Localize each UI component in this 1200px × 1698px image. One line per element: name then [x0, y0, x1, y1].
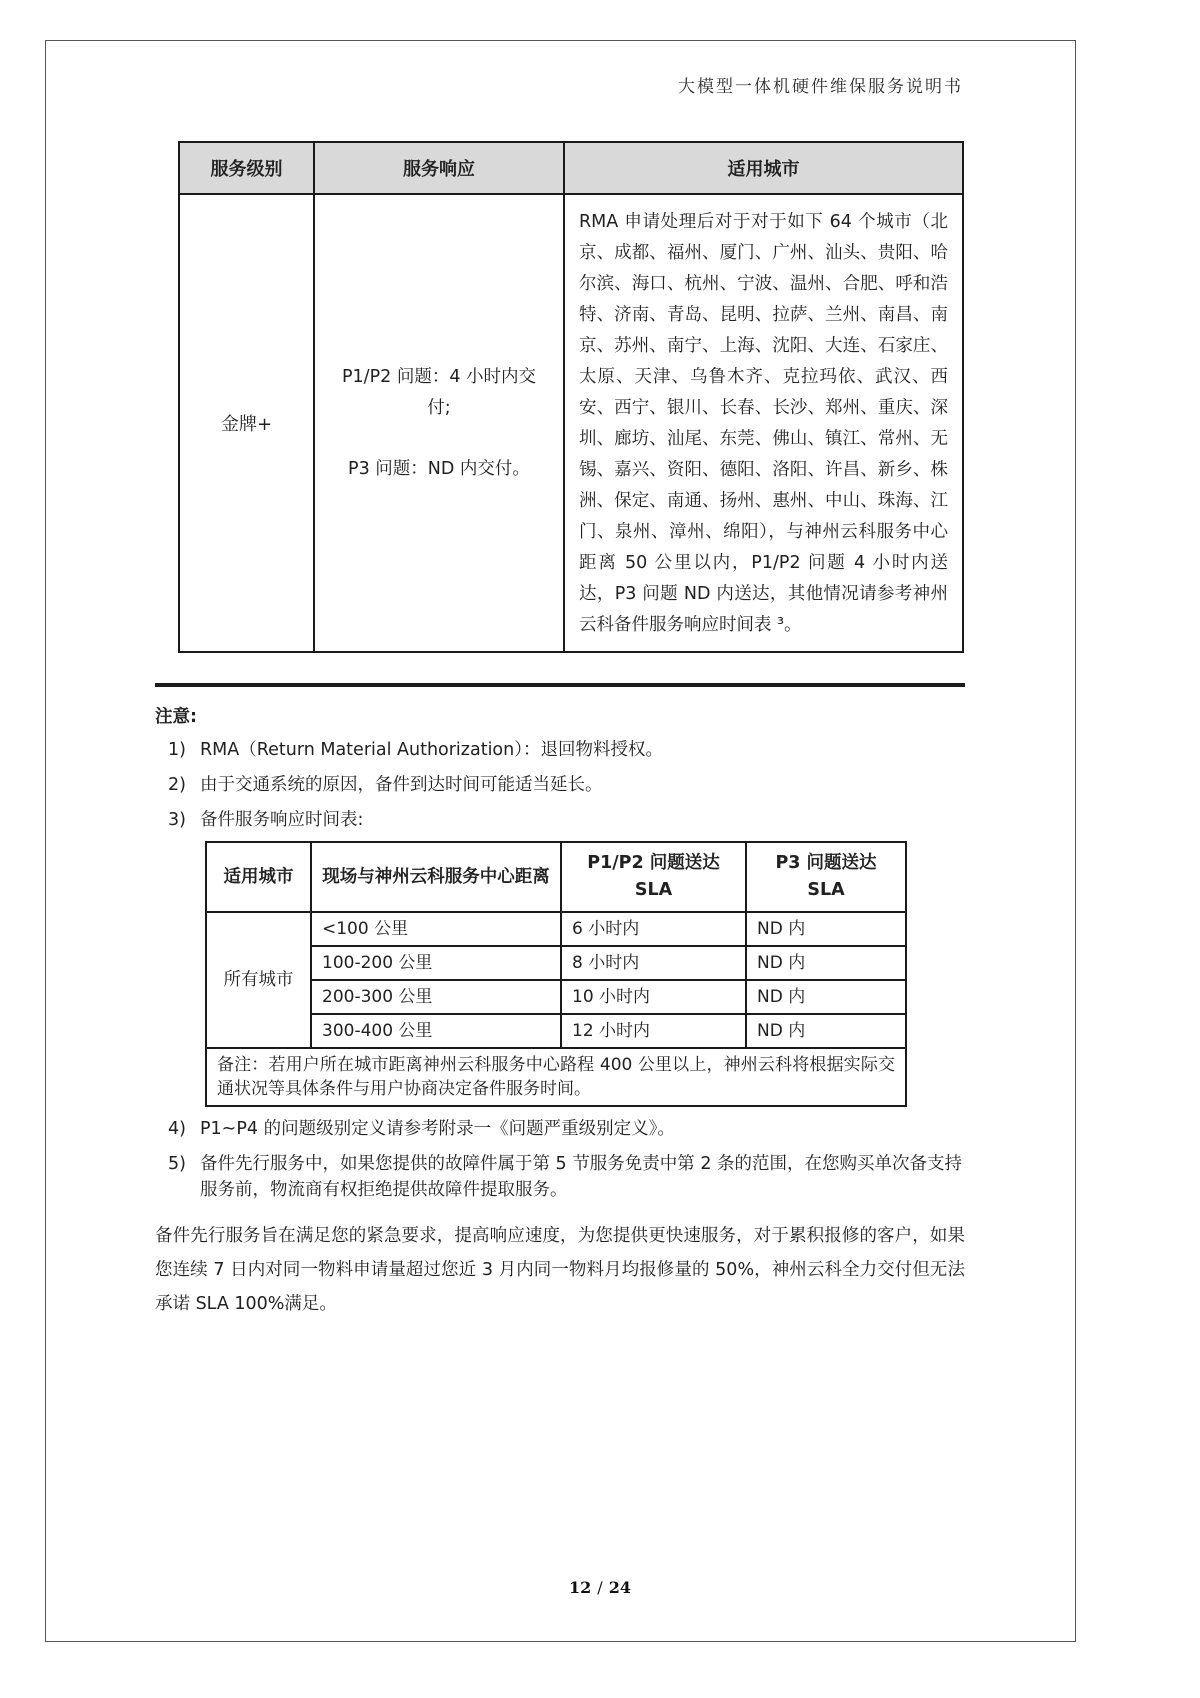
sla-distance: <100 公里	[311, 912, 561, 946]
sla-header-p3: P3 问题送达 SLA	[746, 842, 906, 912]
sla-distance: 300-400 公里	[311, 1014, 561, 1048]
note-number: 3)	[168, 810, 186, 830]
page-number-total: 24	[608, 1578, 631, 1597]
document-header-title: 大模型一体机硬件维保服务说明书	[678, 77, 963, 97]
service-table-header-response: 服务响应	[314, 142, 564, 194]
page-number-separator: /	[597, 1578, 603, 1597]
sla-p3-value: ND 内	[746, 912, 906, 946]
note-number: 5)	[168, 1154, 186, 1174]
sla-p3-value: ND 内	[746, 980, 906, 1014]
sla-note-text: 备注：若用户所在城市距离神州云科服务中心路程 400 公里以上，神州云科将根据实际交通状况等具体条件与用户协商决定备件服务时间。	[206, 1048, 906, 1106]
page-number	[0, 1578, 1200, 1597]
sla-header-p12: P1/P2 问题送达 SLA	[561, 842, 746, 912]
section-divider	[155, 683, 965, 687]
note-item-3	[155, 807, 965, 833]
service-table-header-cities: 适用城市	[564, 142, 963, 194]
note-text: 备件先行服务中，如果您提供的故障件属于第 5 节服务免责中第 2 条的范围，在您购买单次备支持服务前，物流商有权拒绝提供故障件提取服务。	[200, 1154, 963, 1200]
sla-table-row	[206, 946, 906, 980]
sla-table-row	[206, 1014, 906, 1048]
note-item-1	[155, 737, 965, 763]
service-table-row	[179, 194, 963, 652]
sla-table-row	[206, 980, 906, 1014]
sla-p12-value: 6 小时内	[561, 912, 746, 946]
note-item-5	[155, 1151, 965, 1203]
response-line-1: P1/P2 问题：4 小时内交付;	[341, 366, 537, 418]
note-text: 备件服务响应时间表:	[200, 810, 364, 830]
note-number: 1)	[168, 740, 186, 760]
sla-p12-value: 8 小时内	[561, 946, 746, 980]
sla-p12-value: 10 小时内	[561, 980, 746, 1014]
sla-p12-value: 12 小时内	[561, 1014, 746, 1048]
service-table-header-level: 服务级别	[179, 142, 314, 194]
sla-distance: 200-300 公里	[311, 980, 561, 1014]
applicable-cities-text: RMA 申请处理后对于对于如下 64 个城市（北京、成都、福州、厦门、广州、汕头、贵阳、哈尔滨、海口、杭州、宁波、温州、合肥、呼和浩特、济南、青岛、昆明、拉萨、兰州、南昌、南京、苏州、南宁、上海、沈阳、大连、石家庄、太原、天津、乌鲁木齐、克拉玛依、武汉、西安、西宁、银川、长春、长沙、郑州、重庆、深圳、廊坊、汕尾、东莞、佛山、镇江、常州、无锡、嘉兴、资阳、德阳、洛阳、许昌、新乡、株洲、保定、南通、扬州、惠州、中山、珠海、江门、泉州、漳州、绵阳），与神州云科服务中心距离 50 公里以内，P1/P2 问题 4 小时内送达，P3 问题 ND 内送达，其他情况请参考神州云科备件服务响应时间表 ³。	[564, 194, 963, 652]
notes-title: 注意:	[155, 707, 197, 727]
document-content	[155, 72, 965, 1321]
service-level-value: 金牌+	[179, 194, 314, 652]
page-number-current: 12	[569, 1578, 592, 1597]
sla-header-distance: 现场与神州云科服务中心距离	[311, 842, 561, 912]
note-item-2	[155, 772, 965, 798]
sla-p3-value: ND 内	[746, 1014, 906, 1048]
note-number: 2)	[168, 775, 186, 795]
note-text: P1~P4 的问题级别定义请参考附录一《问题严重级别定义》。	[200, 1119, 675, 1139]
sla-distance: 100-200 公里	[311, 946, 561, 980]
note-item-4	[155, 1116, 965, 1142]
sla-table-header-row	[206, 842, 906, 912]
note-text: 由于交通系统的原因，备件到达时间可能适当延长。	[200, 775, 603, 795]
spare-parts-sla-table	[205, 841, 907, 1107]
sla-note-row	[206, 1048, 906, 1106]
sla-city-scope: 所有城市	[206, 912, 311, 1048]
service-response-cell	[314, 194, 564, 652]
closing-paragraph: 备件先行服务旨在满足您的紧急要求，提高响应速度，为您提供更快速服务，对于累积报修的客户，如果您连续 7 日内对同一物料申请量超过您近 3 月内同一物料月均报修量的 50%，神州云科全力交付但无法承诺 SLA 100%满足。	[155, 1226, 965, 1314]
service-table-header-row	[179, 142, 963, 194]
sla-table-row	[206, 912, 906, 946]
sla-p3-value: ND 内	[746, 946, 906, 980]
sla-header-city: 适用城市	[206, 842, 311, 912]
service-level-table	[178, 141, 964, 653]
note-number: 4)	[168, 1119, 186, 1139]
note-text: RMA（Return Material Authorization）：退回物料授权。	[200, 740, 663, 760]
response-line-2: P3 问题：ND 内交付。	[348, 458, 530, 479]
